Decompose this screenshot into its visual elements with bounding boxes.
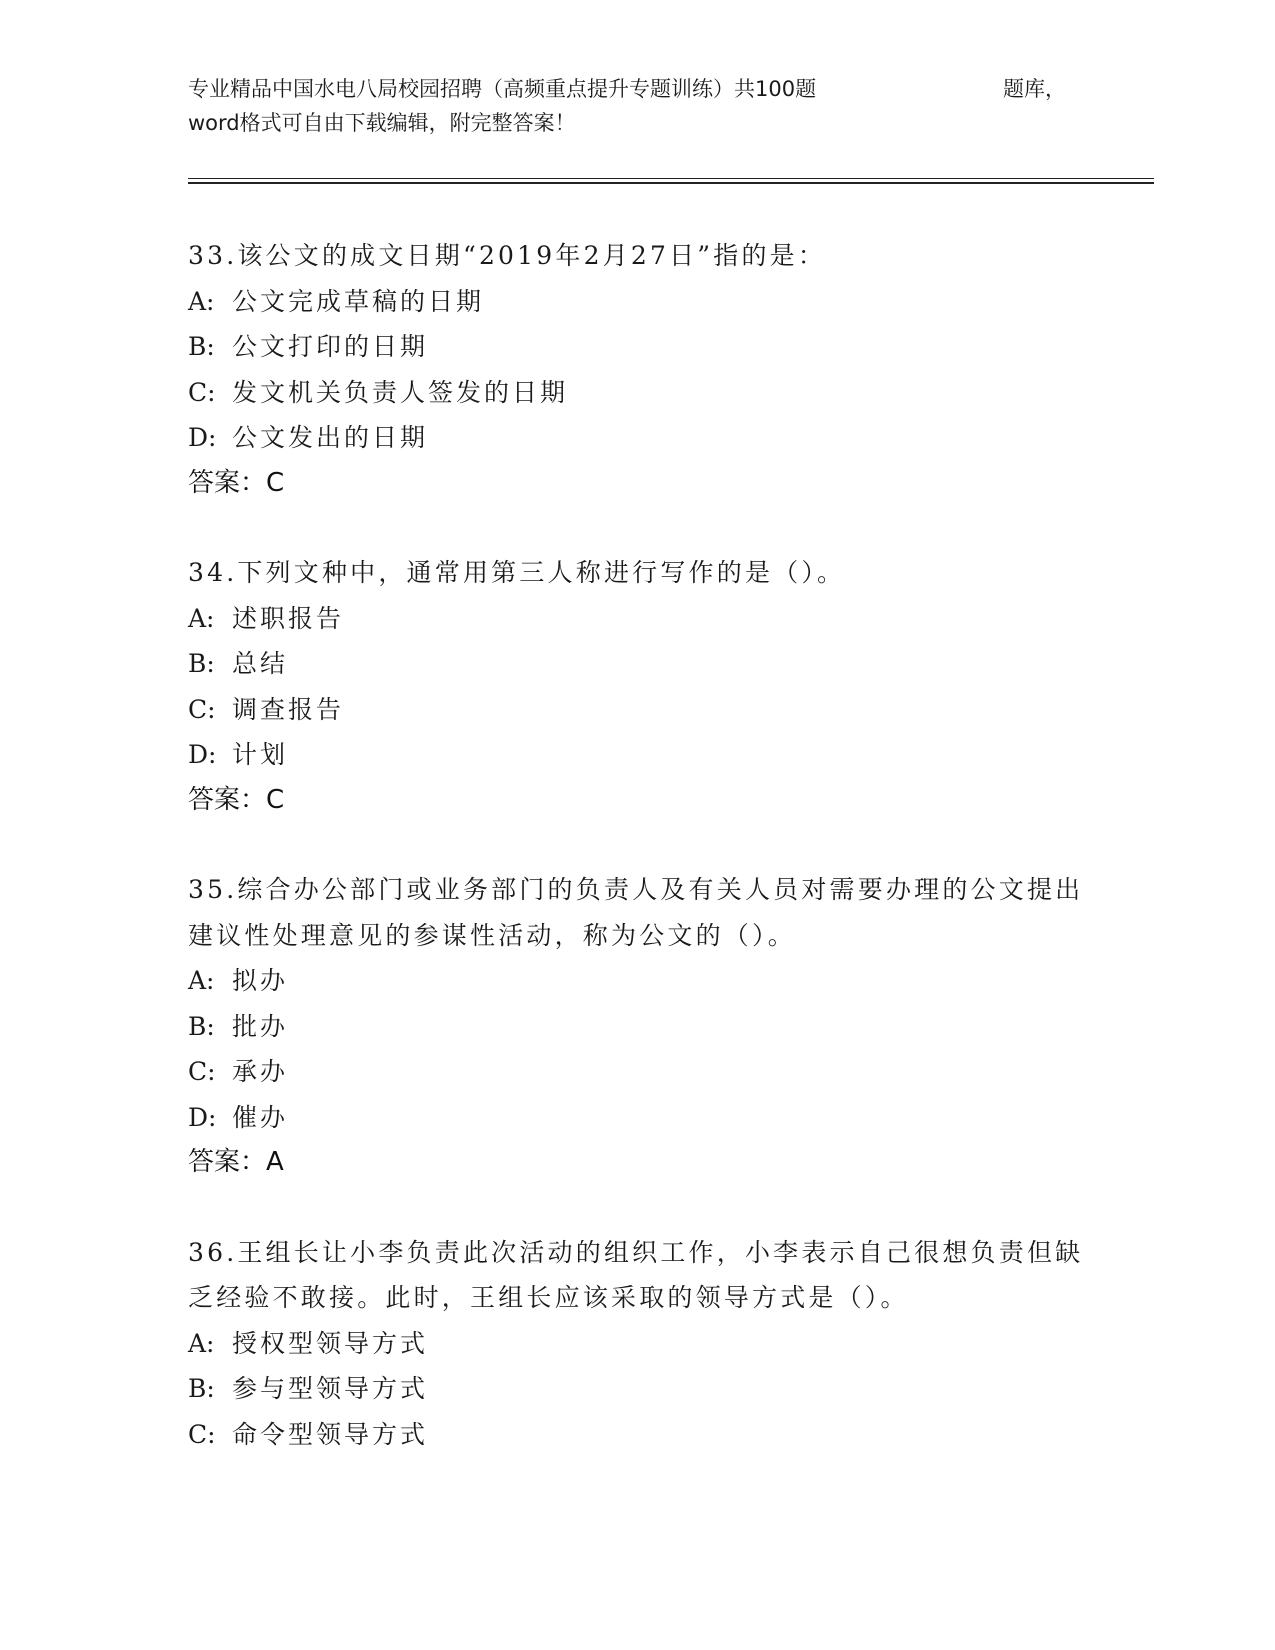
page-header	[188, 72, 1088, 140]
header-title-suffix: 题库，	[1003, 77, 1066, 101]
option-text: 公文发出的日期	[232, 423, 429, 452]
header-title: 专业精品中国水电八局校园招聘（高频重点提升专题训练）共100题	[188, 77, 817, 101]
option-b	[188, 324, 1088, 370]
option-d	[188, 1095, 1088, 1141]
question-36	[188, 1230, 1088, 1458]
option-text: 总结	[232, 649, 289, 678]
option-letter: A:	[188, 1328, 215, 1358]
question-34	[188, 550, 1088, 823]
question-text: 36.王组长让小李负责此次活动的组织工作，小李表示自己很想负责但缺乏经验不敢接。此时，王组长应该采取的领导方式是（）。	[188, 1237, 1084, 1312]
option-text: 调查报告	[232, 694, 345, 724]
option-text: 发文机关负责人签发的日期	[232, 377, 569, 407]
option-letter: C:	[188, 1419, 216, 1449]
option-text: 拟办	[232, 966, 289, 995]
option-letter: B:	[188, 332, 215, 361]
option-letter: C:	[188, 377, 216, 407]
question-33	[188, 233, 1088, 506]
option-b	[188, 1366, 1088, 1412]
option-a	[188, 596, 1088, 642]
header-line-1	[188, 72, 1088, 106]
option-a	[188, 279, 1088, 325]
answer-line: 答案：A	[188, 1147, 284, 1177]
option-c	[188, 687, 1088, 733]
option-letter: A:	[188, 286, 215, 316]
option-a	[188, 1321, 1088, 1367]
option-letter: C:	[188, 694, 216, 724]
option-letter: A:	[188, 603, 215, 633]
option-d	[188, 732, 1088, 778]
option-c	[188, 370, 1088, 416]
option-text: 承办	[232, 1057, 289, 1086]
option-letter: D:	[188, 1102, 217, 1132]
option-text: 计划	[232, 740, 289, 769]
question-text: 35.综合办公部门或业务部门的负责人及有关人员对需要办理的公文提出建议性处理意见的参谋性活动，称为公文的（）。	[188, 875, 1084, 950]
option-d	[188, 415, 1088, 461]
option-text: 催办	[232, 1102, 289, 1132]
option-letter: B:	[188, 1374, 215, 1403]
answer-line: 答案：C	[188, 467, 285, 498]
question-text: 33.该公文的成文日期“2019年2月27日”指的是：	[188, 241, 827, 270]
option-letter: B:	[188, 1011, 215, 1041]
option-text: 公文打印的日期	[232, 332, 429, 361]
option-text: 述职报告	[232, 603, 345, 633]
header-line-2: word格式可自由下载编辑，附完整答案！	[188, 111, 576, 135]
header-divider-thin	[188, 178, 1154, 179]
header-divider-thick	[188, 182, 1154, 184]
answer-line: 答案：C	[188, 784, 285, 815]
option-text: 批办	[232, 1011, 289, 1041]
option-c	[188, 1412, 1088, 1458]
option-a	[188, 958, 1088, 1004]
option-c	[188, 1049, 1088, 1095]
option-b	[188, 641, 1088, 687]
option-letter: D:	[188, 740, 217, 769]
option-letter: A:	[188, 966, 215, 995]
question-text: 34.下列文种中，通常用第三人称进行写作的是（）。	[188, 558, 846, 587]
option-text: 参与型领导方式	[232, 1374, 429, 1403]
option-text: 公文完成草稿的日期	[232, 286, 485, 316]
question-35	[188, 867, 1088, 1186]
option-b	[188, 1004, 1088, 1050]
option-text: 授权型领导方式	[232, 1328, 429, 1358]
question-list	[188, 233, 1088, 1501]
option-letter: B:	[188, 649, 215, 678]
option-letter: C:	[188, 1057, 216, 1086]
option-letter: D:	[188, 423, 217, 452]
option-text: 命令型领导方式	[232, 1419, 429, 1449]
